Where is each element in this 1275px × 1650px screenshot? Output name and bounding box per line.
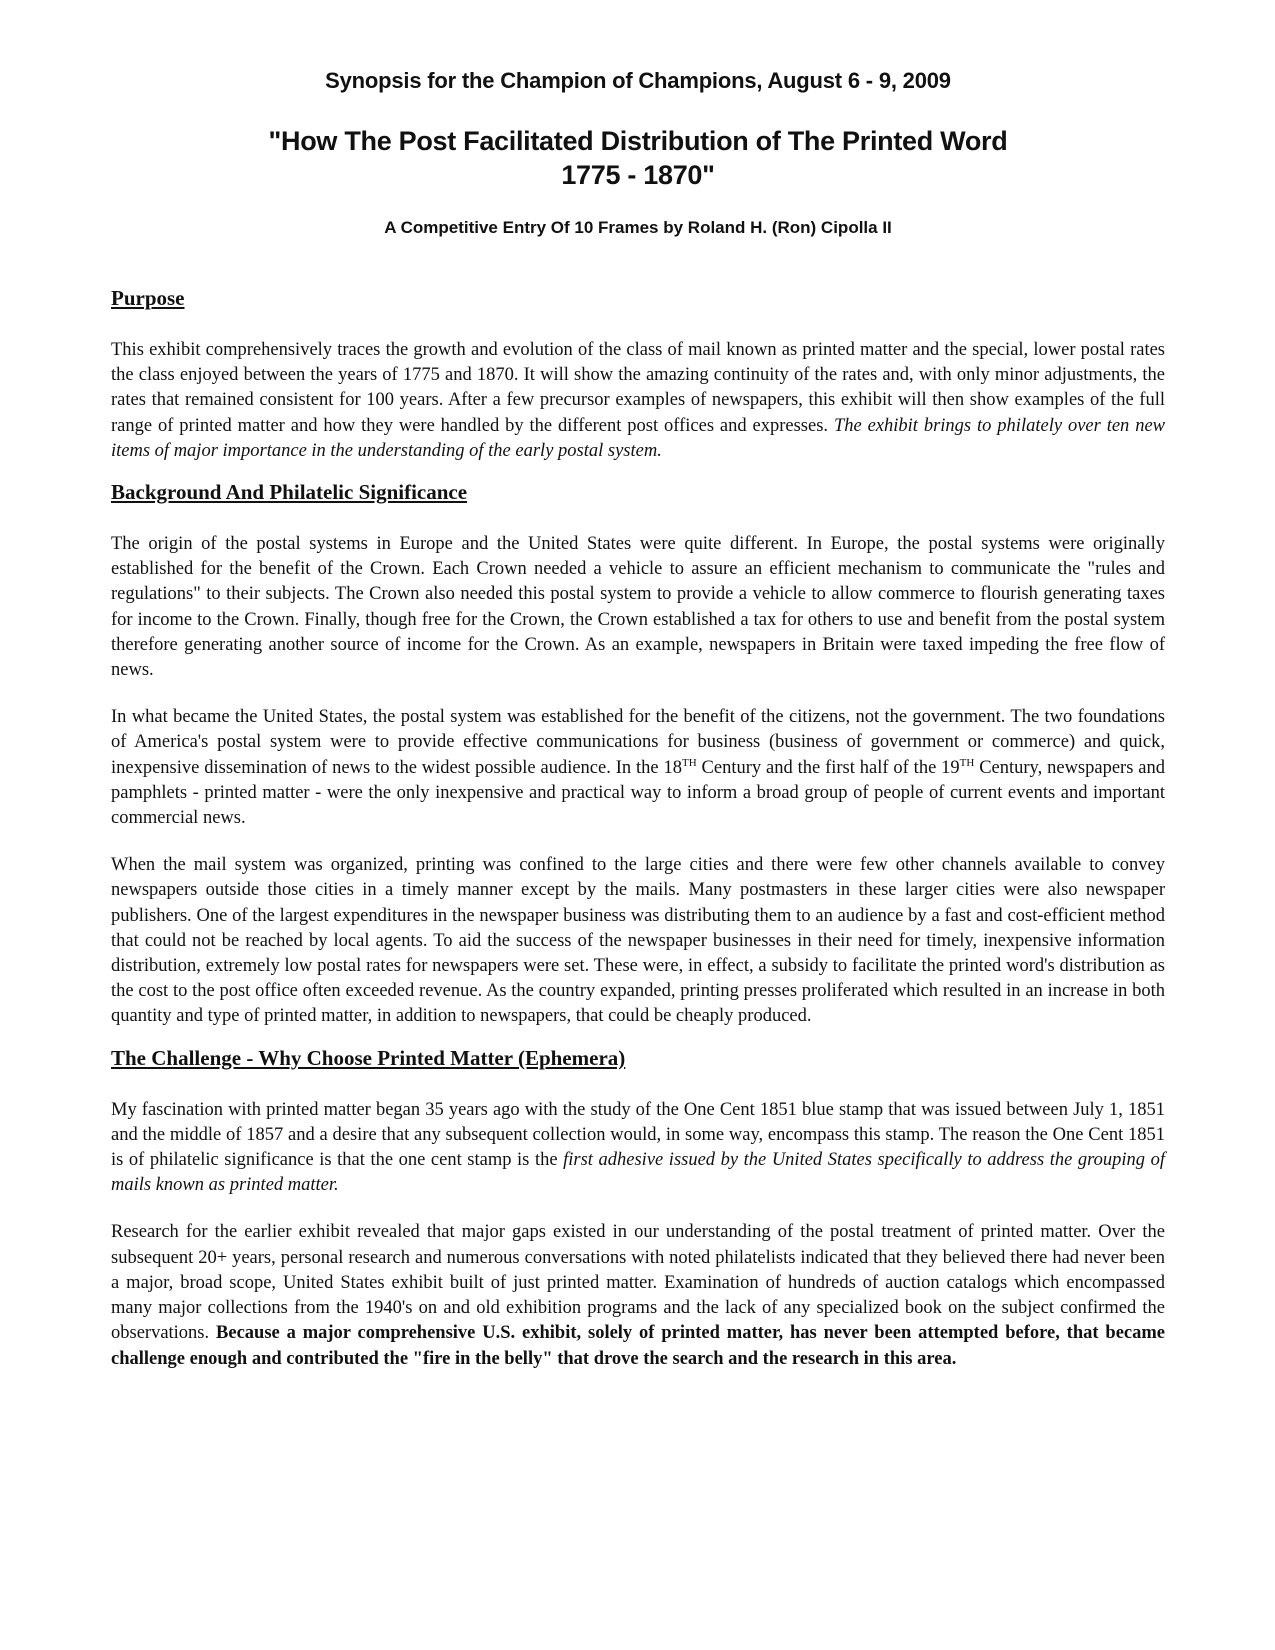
purpose-paragraph-emphasis: The exhibit brings to philately over ten new items of major importance in the understanding of the early postal system. xyxy=(111,415,1166,461)
background-paragraph-2-part-c: Century, newspapers and pamphlets - printed matter - were the only inexpensive and practical way to inform a broad group of people of current events and important commercial news. xyxy=(111,757,1165,829)
exhibit-title xyxy=(111,124,1165,192)
background-paragraph-2-part-a: In what became the United States, the postal system was established for the benefit of the citizens, not the government. The two foundations of America's postal system were to provide effective communications for business (business of government or commerce) and quick, inexpensive dissemination of news to the widest possible audience. In the 18 xyxy=(111,707,1165,778)
synopsis-heading: Synopsis for the Champion of Champions, August 6 - 9, 2009 xyxy=(325,68,951,93)
background-paragraph-2 xyxy=(111,705,1165,831)
challenge-paragraph-2 xyxy=(111,1220,1165,1371)
exhibit-title-line-1: "How The Post Facilitated Distribution of The Printed Word xyxy=(268,126,1008,156)
challenge-paragraph-2-emphasis: Because a major comprehensive U.S. exhibit, solely of printed matter, has never been attempted before, that became challenge enough and contributed the "fire in the belly" that drove the search and the research in this area. xyxy=(111,1323,1166,1369)
purpose-paragraph-text: This exhibit comprehensively traces the growth and evolution of the class of mail known as printed matter and the special, lower postal rates the class enjoyed between the years of 1775 and 1870. It will show the amazing continuity of the rates and, with only minor adjustments, the rates that remained consistent for 100 years. After a few precursor examples of newspapers, this exhibit will then show examples of the full range of printed matter and how they were handled by the different post offices and expresses. xyxy=(111,340,1165,436)
exhibit-title-line-2: 1775 - 1870" xyxy=(561,160,715,190)
background-paragraph-2-part-b: Century and the first half of the 19 xyxy=(696,757,960,778)
background-paragraph-1: The origin of the postal systems in Europe and the United States were quite different. In Europe, the postal systems were originally established for the benefit of the Crown. Each Crown needed a vehicle to assure an efficient mechanism to communicate the "rules and regulations" to their subjects. The Crown also needed this postal system to provide a vehicle to allow commerce to flourish generating taxes for income to the Crown. Finally, though free for the Crown, the Crown established a tax for others to use and benefit from the postal system therefore generating another source of income for the Crown. As an example, newspapers in Britain were taxed impeding the free flow of news. xyxy=(111,534,1165,681)
challenge-paragraph-1 xyxy=(111,1098,1165,1199)
section-title-challenge: The Challenge - Why Choose Printed Matter (Ephemera) xyxy=(111,1045,626,1070)
superscript-th-2: TH xyxy=(959,756,975,769)
byline: A Competitive Entry Of 10 Frames by Roland H. (Ron) Cipolla II xyxy=(384,218,892,237)
challenge-paragraph-1-emphasis: first adhesive issued by the United States specifically to address the grouping of mails known as printed matter. xyxy=(111,1150,1165,1196)
background-paragraph-3: When the mail system was organized, printing was confined to the large cities and there were few other channels available to convey newspapers outside those cities in a timely manner except by the mails. Many postmasters in these larger cities were also newspaper publishers. One of the largest expenditures in the newspaper business was distributing them to an audience by a fast and cost-efficient method that could not be reached by local agents. To aid the success of the newspaper businesses in their need for timely, inexpensive information distribution, extremely low postal rates for newspapers were set. These were, in effect, a subsidy to facilitate the printed word's distribution as the cost to the post office often exceeded revenue. As the country expanded, printing presses proliferated which resulted in an increase in both quantity and type of printed matter, in addition to newspapers, that could be cheaply produced. xyxy=(111,855,1165,1027)
challenge-paragraph-1-text: My fascination with printed matter began 35 years ago with the study of the One Cent 1851 blue stamp that was issued between July 1, 1851 and the middle of 1857 and a desire that any subsequent collection would, in some way, encompass this stamp. The reason the One Cent 1851 is of philatelic significance is that the one cent stamp is the xyxy=(111,1099,1165,1171)
superscript-th-1: TH xyxy=(682,756,697,769)
section-title-background: Background And Philatelic Significance xyxy=(111,480,468,505)
challenge-paragraph-2-text: Research for the earlier exhibit revealed that major gaps existed in our understanding of the postal treatment of printed matter. Over the subsequent 20+ years, personal research and numerous conversations with noted philatelists indicated that they believed there had never been a major, broad scope, United States exhibit built of just printed matter. Examination of hundreds of auction catalogs which encompassed many major collections from the 1940's on and old exhibition programs and the lack of any specialized book on the subject confirmed the observations. xyxy=(111,1222,1165,1344)
purpose-paragraph xyxy=(111,338,1165,464)
section-title-purpose: Purpose xyxy=(111,286,185,310)
